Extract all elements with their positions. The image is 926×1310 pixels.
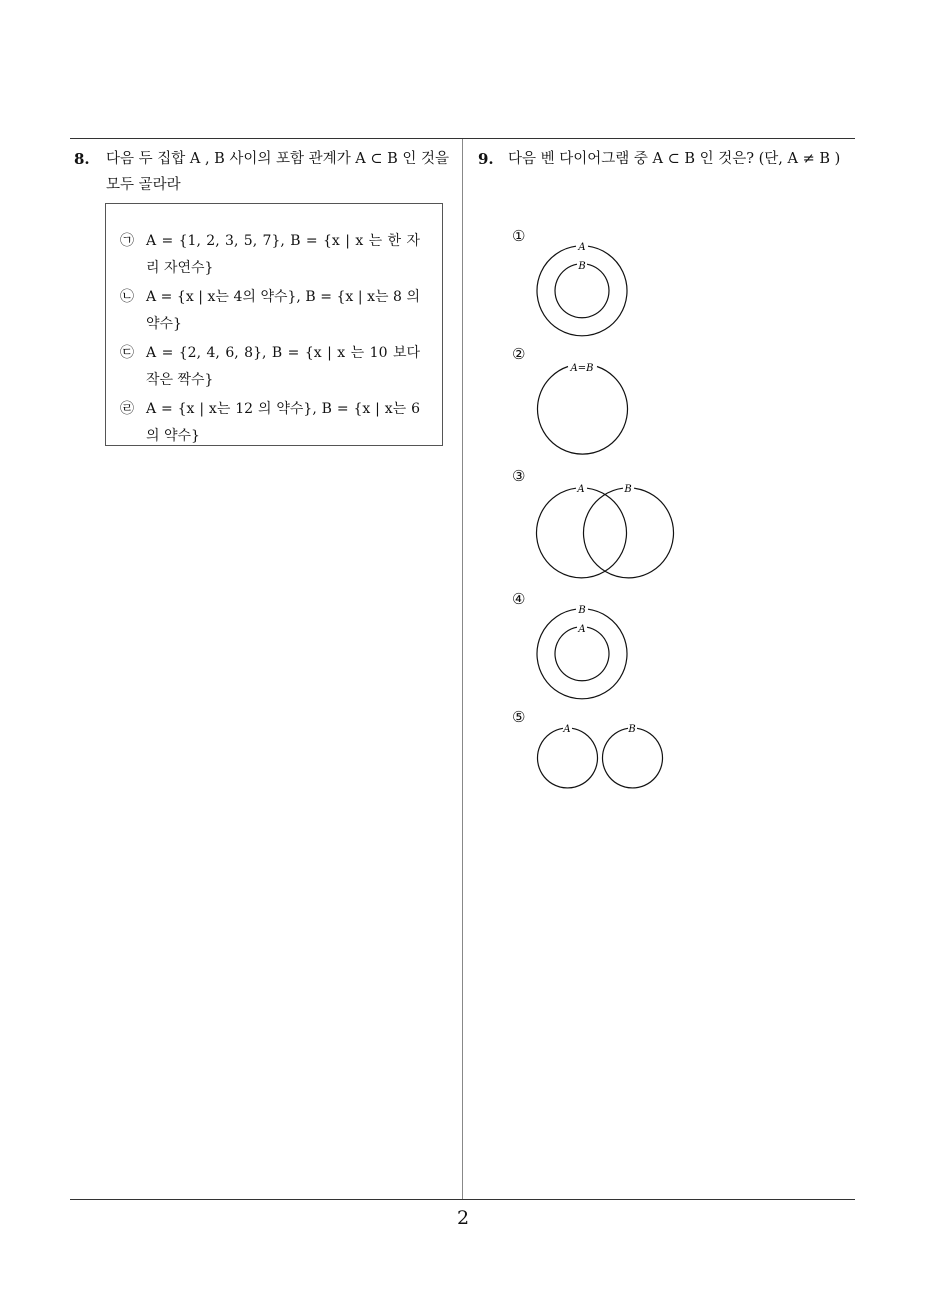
label-a: A xyxy=(563,724,571,735)
choice-text: A = {2, 4, 6, 8}, B = {x | x 는 10 보다 작은 짝수} xyxy=(146,345,420,388)
choice-item-2 xyxy=(120,284,420,338)
inner-label: B xyxy=(578,261,586,272)
label-b: B xyxy=(624,484,632,495)
venn-diagram-2 xyxy=(530,358,640,458)
choice-marker: ㉡ xyxy=(120,289,134,305)
option-marker-5: ⑤ xyxy=(512,708,526,726)
circle-b xyxy=(603,728,663,788)
circle-a xyxy=(538,728,598,788)
outer-circle xyxy=(537,609,627,699)
option-marker-1: ① xyxy=(512,227,526,245)
choice-marker: ㉢ xyxy=(120,345,134,361)
question-text: 다음 벤 다이어그램 중 A ⊂ B 인 것은? (단, A ≠ B ) xyxy=(508,151,841,167)
page-number: 2 xyxy=(456,1207,470,1229)
question-8 xyxy=(74,146,458,198)
equal-label: A=B xyxy=(570,363,594,374)
question-text: 다음 두 집합 A , B 사이의 포함 관계가 A ⊂ B 인 것을 모두 골라라 xyxy=(106,151,450,193)
venn-diagram-5 xyxy=(530,720,680,795)
outer-circle xyxy=(537,246,627,336)
outer-label: B xyxy=(578,605,586,616)
bottom-rule xyxy=(70,1199,855,1200)
column-divider xyxy=(462,139,463,1199)
question-9 xyxy=(478,146,863,172)
label-b: B xyxy=(628,724,636,735)
choice-marker: ㉣ xyxy=(120,401,134,417)
choice-box xyxy=(105,203,443,446)
choice-text: A = {x | x는 4의 약수}, B = {x | x는 8 의 약수} xyxy=(146,289,420,332)
venn-diagram-1 xyxy=(530,238,640,338)
circle xyxy=(538,367,628,455)
label-a: A xyxy=(577,484,585,495)
option-marker-4: ④ xyxy=(512,590,526,608)
inner-label: A xyxy=(578,624,586,635)
venn-diagram-4 xyxy=(530,601,640,701)
choice-text: A = {1, 2, 3, 5, 7}, B = {x | x 는 한 자리 자연수} xyxy=(146,233,420,276)
choice-text: A = {x | x는 12 의 약수}, B = {x | x는 6 의 약수} xyxy=(146,401,420,444)
inner-circle xyxy=(555,627,609,681)
circle-a xyxy=(537,488,627,578)
choice-item-4 xyxy=(120,396,420,450)
circle-b xyxy=(584,488,674,578)
question-number: 8. xyxy=(74,150,90,168)
choice-marker: ㉠ xyxy=(120,233,134,249)
inner-circle xyxy=(555,264,609,318)
choice-item-1 xyxy=(120,228,420,282)
question-number: 9. xyxy=(478,150,494,168)
outer-label: A xyxy=(578,242,586,253)
option-marker-2: ② xyxy=(512,345,526,363)
option-marker-3: ③ xyxy=(512,467,526,485)
choice-item-3 xyxy=(120,340,420,394)
venn-diagram-3 xyxy=(530,480,690,580)
